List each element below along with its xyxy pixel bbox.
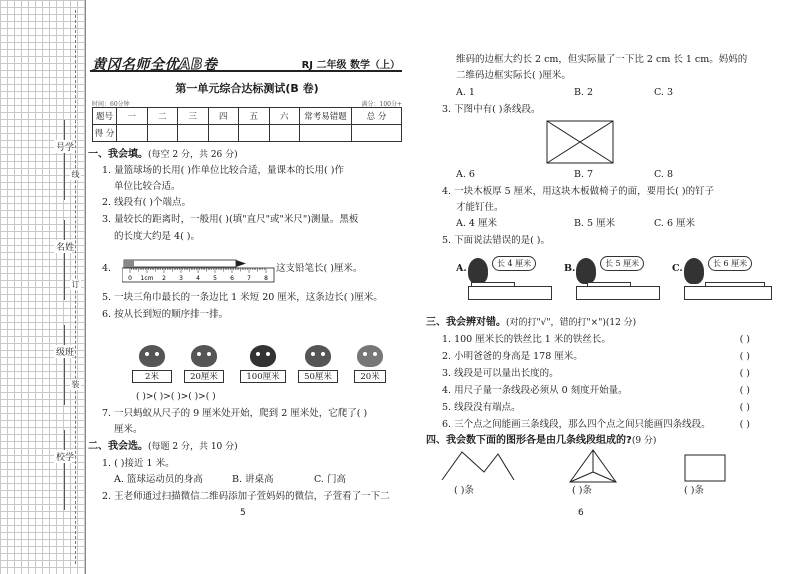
s2-q3: 3. 下图中有( )条线段。	[442, 104, 541, 115]
child-icon	[468, 258, 488, 284]
pencil-icon	[587, 282, 631, 287]
s2-q3-opt-a[interactable]: A. 6	[456, 169, 475, 180]
s1-q1-line1: 1. 量篮球场的长用( )作单位比较合适，量课本的长用( )作	[102, 165, 344, 176]
pencil-icon	[705, 282, 765, 287]
binding-strip	[0, 0, 86, 574]
class-label: 班级	[54, 347, 73, 356]
zigzag-lines	[442, 452, 514, 480]
animal-cards	[132, 345, 402, 387]
s2-q1-opt-a[interactable]: A. 篮球运动员的身高	[114, 474, 203, 485]
score-table-header-row	[93, 108, 402, 125]
name-label: 姓名	[54, 242, 73, 251]
score-cell[interactable]	[208, 125, 239, 142]
s1-q1-line2: 单位比较合适。	[114, 181, 181, 192]
rabbit-face-icon	[357, 345, 383, 367]
section4-points: (9 分)	[631, 436, 657, 446]
page-number-left: 5	[240, 508, 246, 518]
section2-points: (每题 2 分，共 10 分)	[148, 442, 238, 452]
pencil-icon	[471, 282, 515, 287]
score-header-cell: 五	[239, 108, 270, 125]
rectangle-outline	[685, 455, 725, 481]
series-ab: AB	[179, 55, 204, 73]
page-left	[86, 0, 408, 574]
animal-rabbit	[354, 345, 386, 383]
s2-q2-opt-c[interactable]: C. 3	[654, 87, 674, 98]
score-cell[interactable]	[117, 125, 148, 142]
score-header-cell: 常考易错题	[300, 108, 352, 125]
judge-item-4: 4. 用尺子量一条线段必须从 0 刻度开始量。	[442, 385, 628, 396]
ruler-labels	[128, 275, 268, 282]
s1-q6: 6. 按从长到短的顺序排一排。	[102, 309, 229, 320]
score-header-cell: 四	[208, 108, 239, 125]
s1-q7-line1: 7. 一只蚂蚁从尺子的 9 厘米处开始，爬到 2 厘米处，它爬了( )	[102, 408, 368, 419]
student-id-line	[64, 120, 65, 200]
test-title: 第一单元综合达标测试(B 卷)	[175, 82, 319, 95]
s2-q5: 5. 下面说法错误的是( )。	[442, 235, 551, 246]
name-line	[64, 220, 65, 300]
judge-blank-4[interactable]: ( )	[739, 385, 750, 396]
section3-points: (对的打"√"，错的打"×")(12 分)	[506, 318, 637, 328]
score-cell[interactable]	[300, 125, 352, 142]
shape1-blank[interactable]: ( )条	[454, 485, 474, 496]
judge-blank-5[interactable]: ( )	[739, 402, 750, 413]
score-cell[interactable]	[269, 125, 300, 142]
s2-q1-opt-c[interactable]: C. 门高	[314, 474, 346, 485]
s1-q7-line2: 厘米。	[114, 424, 143, 435]
series-title	[92, 54, 218, 74]
section1-heading	[88, 148, 238, 162]
s2-q1: 1. ( )接近 1 米。	[102, 458, 175, 469]
full-score: 满分：100分+	[361, 101, 402, 108]
s1-q2: 2. 线段有( )个端点。	[102, 197, 192, 208]
judge-blank-2[interactable]: ( )	[739, 351, 750, 362]
grade-info: RJ 二年级 数学（上）	[301, 60, 400, 71]
animal-dog	[132, 345, 172, 383]
option-letter: A.	[456, 263, 467, 274]
ruler-label: 7	[247, 275, 251, 282]
pencil-body	[124, 260, 236, 267]
monkey-face-icon	[191, 345, 217, 367]
ruler-with-pencil	[122, 257, 276, 283]
section4-heading	[426, 434, 656, 448]
s1-q4-text: 这支铅笔长( )厘米。	[276, 263, 363, 274]
ruler-label: 3	[179, 275, 183, 282]
rectangle-diagonals-figure	[546, 120, 614, 164]
section2-heading	[88, 440, 238, 454]
s2-q5-figures	[456, 252, 776, 308]
shape2-blank[interactable]: ( )条	[572, 485, 592, 496]
s2-q5-option-c[interactable]	[672, 252, 776, 308]
score-table-score-row	[93, 125, 402, 142]
judge-item-6: 6. 三个点之间能画三条线段，那么四个点之间只能画四条线段。	[442, 419, 711, 430]
score-header-cell: 一	[117, 108, 148, 125]
ruler-icon	[468, 286, 552, 300]
ruler-label: 6	[230, 275, 234, 282]
judge-blank-1[interactable]: ( )	[739, 334, 750, 345]
ruler-icon	[576, 286, 660, 300]
s2-q4-line2: 才能钉住。	[456, 202, 504, 213]
s2-q4-opt-b[interactable]: B. 5 厘米	[574, 218, 616, 229]
s2-q5-option-a[interactable]	[456, 252, 552, 308]
series-prefix: 黄冈名师全优	[92, 57, 179, 73]
page-number-right: 6	[578, 508, 584, 518]
judge-blank-3[interactable]: ( )	[739, 368, 750, 379]
score-header-cell: 总 分	[352, 108, 402, 125]
ruler-label: 1cm	[140, 275, 154, 282]
child-icon	[684, 258, 704, 284]
s2-q2-opt-a[interactable]: A. 1	[456, 87, 475, 98]
s1-q3-line1: 3. 量较长的距离时，一般用( )(填"直尺"或"米尺")测量。黑板	[102, 214, 359, 225]
judge-item-1: 1. 100 厘米长的铁丝比 1 米的铁丝长。	[442, 334, 611, 345]
judge-blank-6[interactable]: ( )	[739, 419, 750, 430]
ruler-label: 5	[213, 275, 217, 282]
series-suffix: 卷	[203, 57, 218, 73]
score-row-label: 得 分	[93, 125, 117, 142]
animal-child	[240, 345, 286, 383]
animal-monkey	[184, 345, 224, 383]
child-face-icon	[250, 345, 276, 367]
s1-q6-order-blanks[interactable]: ( )>( )>( )>( )>( )	[136, 392, 216, 402]
section3-heading	[426, 316, 636, 330]
option-letter: B.	[564, 263, 576, 274]
seal-text-3: 装	[71, 380, 80, 390]
ruler-label: 0	[128, 275, 132, 282]
animal-tag: 20厘米	[184, 370, 224, 383]
animal-tag: 2米	[132, 370, 172, 383]
speech-bubble: 长 5 厘米	[600, 256, 644, 271]
section1-points: (每空 2 分，共 26 分)	[148, 150, 238, 160]
s2-q3-opt-b[interactable]: B. 7	[574, 169, 594, 180]
section3-title: 三、我会辨对错。	[426, 317, 506, 328]
score-header-cell: 六	[269, 108, 300, 125]
shape3-blank[interactable]: ( )条	[684, 485, 704, 496]
ruler-icon	[684, 286, 772, 300]
score-cell[interactable]	[147, 125, 178, 142]
student-id-label: 学号	[54, 142, 73, 151]
s1-q5: 5. 一块三角巾最长的一条边比 1 米短 20 厘米，这条边长( )厘米。	[102, 292, 383, 303]
dog-face-icon	[139, 345, 165, 367]
animal-tag: 20米	[354, 370, 386, 383]
shape-zigzag	[440, 450, 516, 482]
s2-q5-option-b[interactable]	[564, 252, 660, 308]
animal-tag: 50厘米	[298, 370, 338, 383]
section4-title: 四、我会数下面的图形各是由几条线段组成的?	[426, 435, 632, 446]
score-header-cell: 题号	[93, 108, 117, 125]
child-icon	[576, 258, 596, 284]
s2-q3-opt-c[interactable]: C. 8	[654, 169, 674, 180]
score-table	[92, 107, 402, 142]
s1-q4-num: 4.	[102, 263, 112, 274]
judge-item-3: 3. 线段是可以量出长度的。	[442, 368, 559, 379]
ruler-label: 4	[196, 275, 200, 282]
score-cell[interactable]	[178, 125, 209, 142]
page-right	[418, 0, 800, 574]
pencil-eraser	[124, 260, 134, 267]
ruler-label: 8	[264, 275, 268, 282]
speech-bubble: 长 4 厘米	[492, 256, 536, 271]
animal-mouse	[298, 345, 338, 383]
score-header-cell: 三	[178, 108, 209, 125]
option-letter: C.	[672, 263, 683, 274]
section1-title: 一、我会填。	[88, 149, 148, 160]
school-line	[64, 430, 65, 510]
s2-q4-opt-a[interactable]: A. 4 厘米	[456, 218, 497, 229]
s2-q2-opt-b[interactable]: B. 2	[574, 87, 594, 98]
shape-rectangle	[684, 454, 726, 482]
section2-title: 二、我会选。	[88, 441, 148, 452]
speech-bubble: 长 6 厘米	[708, 256, 752, 271]
mouse-face-icon	[305, 345, 331, 367]
score-cell[interactable]	[352, 125, 402, 142]
s1-q3-line2: 的长度大约是 4( )。	[114, 231, 200, 242]
pencil-tip	[236, 260, 246, 267]
s2-q2-line2: 维码的边框大约长 2 cm，但实际量了一下比 2 cm 长 1 cm。妈妈的	[456, 54, 748, 65]
class-line	[64, 325, 65, 405]
shape-triangle	[568, 448, 618, 484]
s2-q1-opt-b[interactable]: B. 讲桌高	[232, 474, 274, 485]
school-label: 学校	[54, 452, 73, 461]
ruler-label: 2	[162, 275, 166, 282]
animal-tag: 100厘米	[240, 370, 286, 383]
s2-q4-line1: 4. 一块木板厚 5 厘米，用这块木板做椅子的面，要用长( )的钉子	[442, 186, 715, 197]
s2-q2-line3: 二维码边框实际长( )厘米。	[456, 70, 571, 81]
seal-text-1: 线	[71, 170, 80, 180]
judge-item-2: 2. 小明爸爸的身高是 178 厘米。	[442, 351, 583, 362]
time-limit: 时间：60分钟	[92, 101, 130, 108]
seal-text-2: 订	[71, 280, 80, 290]
series-banner	[90, 54, 402, 72]
s2-q2-line1: 2. 王老师通过扫描微信二维码添加子萱妈妈的微信，子萱看了一下二	[102, 491, 390, 502]
judge-item-5: 5. 线段没有端点。	[442, 402, 521, 413]
s2-q4-opt-c[interactable]: C. 6 厘米	[654, 218, 696, 229]
score-cell[interactable]	[239, 125, 270, 142]
score-header-cell: 二	[147, 108, 178, 125]
